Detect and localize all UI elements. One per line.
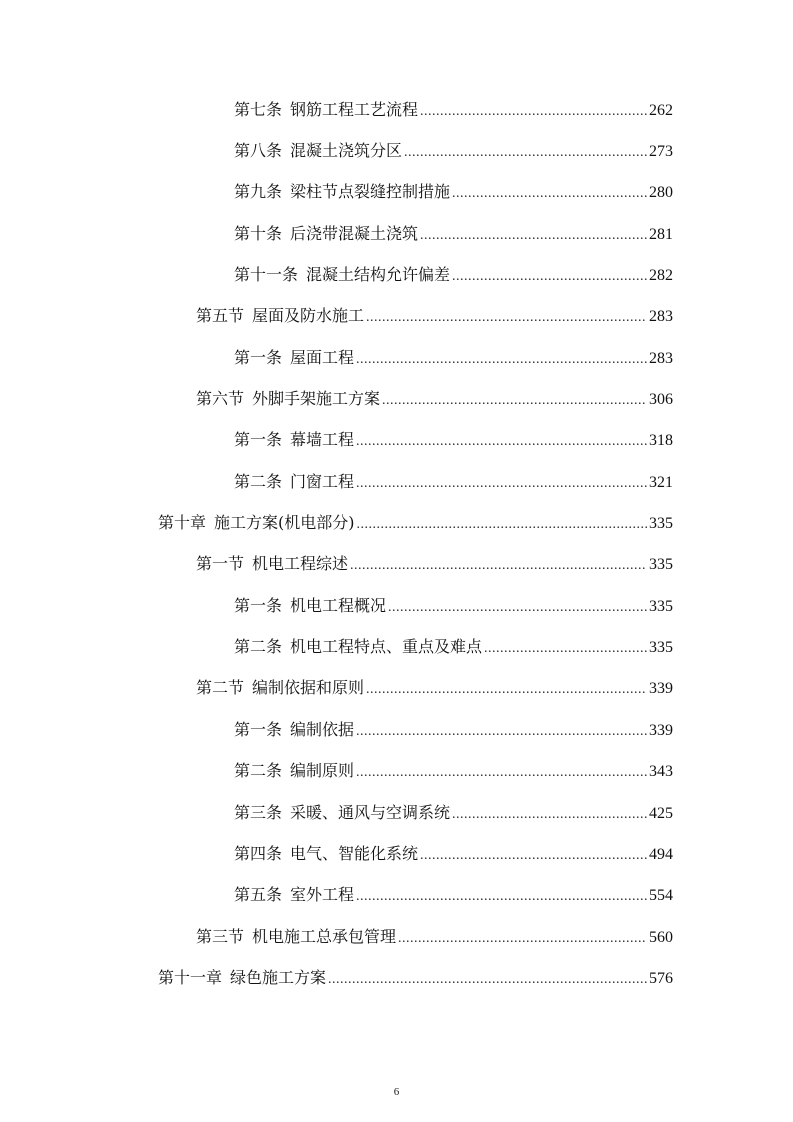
dot-leader bbox=[452, 184, 647, 204]
dot-leader bbox=[356, 474, 647, 494]
dot-leader bbox=[366, 680, 647, 700]
toc-entry-inner bbox=[196, 554, 673, 576]
dot-leader bbox=[420, 102, 647, 122]
toc-entry[interactable] bbox=[0, 834, 793, 875]
page-number: 6 bbox=[393, 1086, 400, 1098]
toc-entry-title: 门窗工程 bbox=[290, 471, 355, 491]
dot-leader bbox=[420, 846, 647, 866]
toc-entry-page: 335 bbox=[649, 556, 673, 574]
toc-entry-page: 282 bbox=[649, 267, 673, 285]
toc-entry-number: 第十一章 bbox=[158, 967, 223, 987]
toc-entry-inner bbox=[234, 885, 673, 907]
dot-leader bbox=[388, 598, 647, 618]
toc-entry-page: 339 bbox=[649, 680, 673, 698]
toc-entry-page: 339 bbox=[649, 721, 673, 739]
toc-entry-inner bbox=[234, 803, 673, 825]
toc-entry-number: 第三条 bbox=[234, 802, 283, 822]
toc-entry-inner bbox=[234, 182, 673, 204]
toc-entry-number: 第八条 bbox=[234, 141, 283, 161]
dot-leader bbox=[484, 639, 647, 659]
toc-entry-number: 第七条 bbox=[234, 99, 283, 119]
toc-entry-inner bbox=[196, 306, 673, 328]
dot-leader bbox=[420, 226, 647, 246]
dot-leader bbox=[356, 432, 647, 452]
toc-entry-title: 混凝土浇筑分区 bbox=[290, 141, 403, 161]
toc-entry-number: 第十一条 bbox=[234, 265, 299, 285]
toc-entry-inner bbox=[196, 389, 673, 411]
toc-entry-inner bbox=[234, 224, 673, 246]
toc-entry-inner bbox=[234, 761, 673, 783]
toc-entry-page: 576 bbox=[649, 969, 673, 987]
toc-entry-title: 电气、智能化系统 bbox=[290, 843, 419, 863]
toc-entry-page: 273 bbox=[649, 143, 673, 161]
toc-entry[interactable] bbox=[0, 586, 793, 627]
toc-entry-inner bbox=[234, 844, 673, 866]
toc-entry-page: 335 bbox=[649, 597, 673, 615]
toc-entry-title: 编制依据 bbox=[290, 719, 355, 739]
toc-entry[interactable] bbox=[0, 462, 793, 503]
toc-entry[interactable] bbox=[0, 297, 793, 338]
toc-entry-page: 283 bbox=[649, 349, 673, 367]
dot-leader bbox=[382, 391, 647, 411]
toc-entry-page: 318 bbox=[649, 432, 673, 450]
toc-entry[interactable] bbox=[0, 710, 793, 751]
toc-entry-title: 机电施工总承包管理 bbox=[252, 926, 397, 946]
toc-entry-title: 机电工程综述 bbox=[252, 554, 349, 574]
toc-entry-inner bbox=[158, 513, 673, 535]
toc-entry-title: 后浇带混凝土浇筑 bbox=[290, 223, 419, 243]
toc-entry-number: 第二条 bbox=[234, 761, 283, 781]
toc-entry[interactable] bbox=[0, 173, 793, 214]
toc-entry[interactable] bbox=[0, 131, 793, 172]
toc-entry-page: 280 bbox=[649, 184, 673, 202]
toc-entry-inner bbox=[234, 430, 673, 452]
toc-entry-number: 第二条 bbox=[234, 471, 283, 491]
dot-leader bbox=[356, 887, 647, 907]
toc-entry-number: 第九条 bbox=[234, 182, 283, 202]
toc-entry-inner bbox=[234, 348, 673, 370]
toc-entry-title: 编制依据和原则 bbox=[252, 678, 365, 698]
toc-entry-page: 560 bbox=[649, 928, 673, 946]
toc-entry-inner bbox=[234, 141, 673, 163]
table-of-contents bbox=[0, 90, 793, 1000]
toc-entry-number: 第一条 bbox=[234, 595, 283, 615]
toc-entry-number: 第二节 bbox=[196, 678, 245, 698]
dot-leader bbox=[357, 515, 647, 535]
dot-leader bbox=[356, 722, 647, 742]
toc-entry[interactable] bbox=[0, 752, 793, 793]
toc-entry-title: 室外工程 bbox=[290, 885, 355, 905]
dot-leader bbox=[366, 308, 647, 328]
toc-entry-inner bbox=[196, 927, 673, 949]
toc-entry-number: 第十条 bbox=[234, 223, 283, 243]
toc-entry-page: 425 bbox=[649, 804, 673, 822]
toc-entry[interactable] bbox=[0, 255, 793, 296]
toc-entry[interactable] bbox=[0, 627, 793, 668]
toc-entry-title: 编制原则 bbox=[290, 761, 355, 781]
toc-entry-page: 494 bbox=[649, 845, 673, 863]
toc-entry-number: 第十章 bbox=[158, 513, 207, 533]
toc-entry-number: 第一节 bbox=[196, 554, 245, 574]
toc-entry-title: 屋面工程 bbox=[290, 347, 355, 367]
toc-entry-title: 混凝土结构允许偏差 bbox=[306, 265, 451, 285]
toc-entry-page: 335 bbox=[649, 639, 673, 657]
toc-entry-title: 屋面及防水施工 bbox=[252, 306, 365, 326]
dot-leader bbox=[356, 763, 647, 783]
toc-entry-inner bbox=[196, 678, 673, 700]
dot-leader bbox=[328, 970, 647, 990]
toc-entry[interactable] bbox=[0, 90, 793, 131]
toc-entry-page: 281 bbox=[649, 225, 673, 243]
toc-entry-title: 机电工程概况 bbox=[290, 595, 387, 615]
toc-entry-page: 335 bbox=[649, 515, 673, 533]
toc-entry-page: 343 bbox=[649, 763, 673, 781]
dot-leader bbox=[452, 805, 647, 825]
toc-entry[interactable] bbox=[0, 214, 793, 255]
toc-entry-number: 第一条 bbox=[234, 347, 283, 367]
toc-entry-inner bbox=[234, 100, 673, 122]
toc-entry-inner bbox=[158, 968, 673, 990]
toc-entry-number: 第五条 bbox=[234, 885, 283, 905]
toc-entry-inner bbox=[234, 720, 673, 742]
toc-entry-title: 钢筋工程工艺流程 bbox=[290, 99, 419, 119]
toc-entry[interactable] bbox=[0, 876, 793, 917]
toc-entry[interactable] bbox=[0, 421, 793, 462]
toc-entry-title: 绿色施工方案 bbox=[230, 967, 327, 987]
toc-entry-page: 283 bbox=[649, 308, 673, 326]
toc-entry-title: 幕墙工程 bbox=[290, 430, 355, 450]
toc-entry-title: 外脚手架施工方案 bbox=[252, 389, 381, 409]
toc-entry-page: 321 bbox=[649, 473, 673, 491]
toc-entry-page: 262 bbox=[649, 101, 673, 119]
toc-entry[interactable] bbox=[0, 379, 793, 420]
toc-entry-title: 施工方案(机电部分) bbox=[214, 513, 355, 533]
toc-entry-inner bbox=[234, 637, 673, 659]
toc-entry[interactable] bbox=[0, 503, 793, 544]
toc-entry-number: 第二条 bbox=[234, 637, 283, 657]
toc-entry-inner bbox=[234, 265, 673, 287]
toc-entry-title: 机电工程特点、重点及难点 bbox=[290, 637, 483, 657]
toc-entry-number: 第一条 bbox=[234, 719, 283, 739]
toc-entry-number: 第三节 bbox=[196, 926, 245, 946]
toc-entry-page: 554 bbox=[649, 887, 673, 905]
toc-entry-number: 第四条 bbox=[234, 843, 283, 863]
toc-entry[interactable] bbox=[0, 793, 793, 834]
toc-entry[interactable] bbox=[0, 958, 793, 999]
toc-entry-title: 梁柱节点裂缝控制措施 bbox=[290, 182, 451, 202]
dot-leader bbox=[356, 350, 647, 370]
dot-leader bbox=[350, 556, 647, 576]
toc-entry-number: 第五节 bbox=[196, 306, 245, 326]
toc-entry-number: 第六节 bbox=[196, 389, 245, 409]
toc-entry-title: 采暖、通风与空调系统 bbox=[290, 802, 451, 822]
toc-entry-page: 306 bbox=[649, 391, 673, 409]
dot-leader bbox=[452, 267, 647, 287]
toc-entry-inner bbox=[234, 472, 673, 494]
dot-leader bbox=[398, 929, 647, 949]
toc-entry[interactable] bbox=[0, 669, 793, 710]
toc-entry-number: 第一条 bbox=[234, 430, 283, 450]
dot-leader bbox=[404, 143, 647, 163]
toc-entry[interactable] bbox=[0, 917, 793, 958]
toc-entry-inner bbox=[234, 596, 673, 618]
toc-entry[interactable] bbox=[0, 545, 793, 586]
toc-entry[interactable] bbox=[0, 338, 793, 379]
